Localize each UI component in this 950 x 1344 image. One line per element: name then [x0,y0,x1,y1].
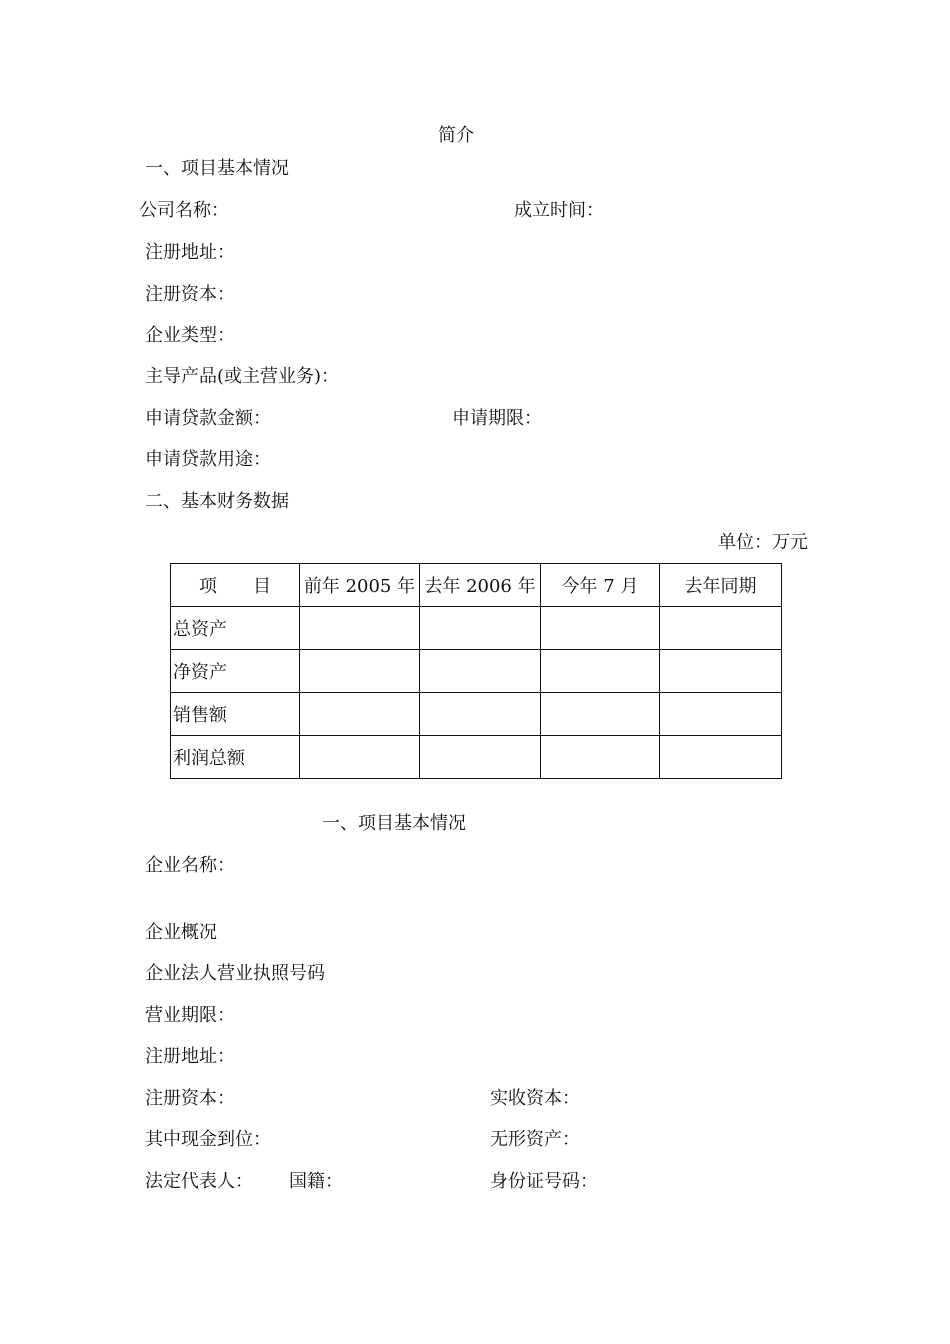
table-cell [541,607,660,650]
row-label: 总资产 [171,607,300,650]
loan-term-label: 申请期限： [452,408,542,429]
column-header: 前年 2005 年 [300,564,420,607]
row-label: 净资产 [171,650,300,693]
table-cell [541,693,660,736]
table-cell [541,650,660,693]
business-license-label: 企业法人营业执照号码 [145,963,325,984]
intangible-assets-label: 无形资产： [490,1129,580,1150]
table-row [171,607,782,650]
item-header-char-b: 目 [253,576,271,597]
item-header-char-a: 项 [199,576,217,597]
table-cell [300,693,420,736]
id-number-label: 身份证号码： [490,1171,598,1192]
reg-capital-label-2: 注册资本： [145,1088,235,1109]
loan-purpose-label: 申请贷款用途： [145,449,271,470]
table-header-row [171,564,782,607]
item-header [171,564,300,607]
table-cell [300,650,420,693]
table-cell [420,607,541,650]
document-title: 简介 [438,125,474,146]
loan-amount-label: 申请贷款金额： [145,408,271,429]
table-cell [660,736,782,779]
table-row [171,693,782,736]
column-header: 去年 2006 年 [420,564,541,607]
table-cell [660,650,782,693]
founded-label: 成立时间： [514,200,604,221]
table-cell [660,607,782,650]
table-cell [541,736,660,779]
unit-label: 单位：万元 [718,532,808,553]
cash-in-place-label: 其中现金到位： [145,1129,271,1150]
table-cell [420,736,541,779]
table-cell [420,650,541,693]
section1-heading: 一、项目基本情况 [145,158,289,179]
nationality-label: 国籍： [289,1171,343,1192]
enterprise-type-label: 企业类型： [145,325,235,346]
business-term-label: 营业期限： [145,1005,235,1026]
enterprise-name-label: 企业名称： [145,855,235,876]
main-product-label: 主导产品(或主营业务)： [145,366,340,387]
enterprise-overview-label: 企业概况 [145,922,217,943]
reg-address-label: 注册地址： [145,242,235,263]
table-cell [300,736,420,779]
legal-representative-label: 法定代表人： [145,1171,253,1192]
table-row [171,650,782,693]
row-label: 销售额 [171,693,300,736]
paid-capital-label: 实收资本： [490,1088,580,1109]
table-row [171,736,782,779]
column-header: 今年 7 月 [541,564,660,607]
financial-data-table [170,563,782,779]
column-header: 去年同期 [660,564,782,607]
section2-heading: 二、基本财务数据 [145,491,289,512]
reg-capital-label: 注册资本： [145,284,235,305]
row-label: 利润总额 [171,736,300,779]
section3-heading: 一、项目基本情况 [322,813,466,834]
reg-address-label-2: 注册地址： [145,1046,235,1067]
table-cell [660,693,782,736]
table-cell [300,607,420,650]
table-cell [420,693,541,736]
company-name-label: 公司名称： [139,200,229,221]
